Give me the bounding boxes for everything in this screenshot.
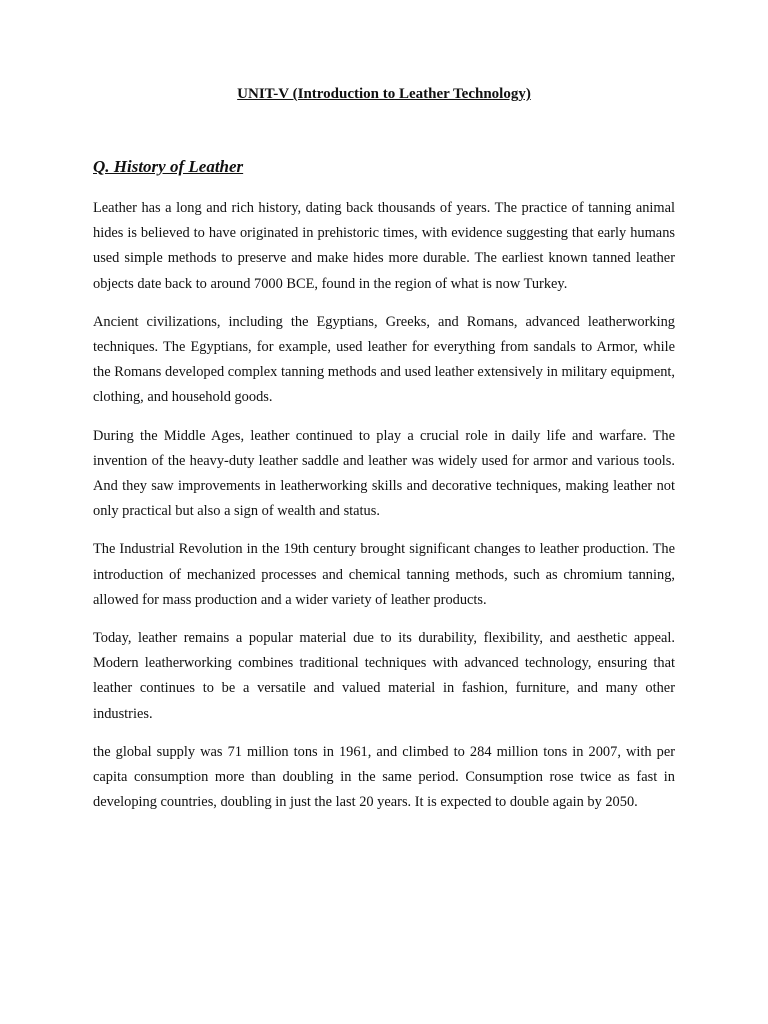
section-heading: Q. History of Leather <box>93 157 244 176</box>
unit-title: UNIT-V (Introduction to Leather Technology) <box>237 86 531 102</box>
paragraph: Leather has a long and rich history, dating back thousands of years. The practice of tanning animal hides is believed to have originated in prehistoric times, with evidence suggesting that early humans used simple methods to preserve and make hides more durable. The earliest known tanned leather objects date back to around 7000 BCE, found in the region of what is now Turkey. <box>93 200 675 292</box>
paragraph: During the Middle Ages, leather continued to play a crucial role in daily life and warfare. The invention of the heavy-duty leather saddle and leather was widely used for armor and various tools. And they saw improvements in leatherworking skills and decorative techniques, making leather not only practical but also a sign of wealth and status. <box>93 427 675 520</box>
paragraph: Ancient civilizations, including the Egyptians, Greeks, and Romans, advanced leatherworking techniques. The Egyptians, for example, used leather for everything from sandals to Armor, while the Romans developed complex tanning methods and used leather extensively in military equipment, clothing, and household goods. <box>93 313 675 406</box>
paragraph: the global supply was 71 million tons in 1961, and climbed to 284 million tons in 2007, with per capita consumption more than doubling in the same period. Consumption rose twice as fast in developing countries, doubling in just the last 20 years. It is expected to double again by 2050. <box>93 743 675 811</box>
paragraph: Today, leather remains a popular material due to its durability, flexibility, and aesthetic appeal. Modern leatherworking combines traditional techniques with advanced technology, ensuring that leather continues to be a versatile and valued material in fashion, furniture, and many other industries. <box>93 630 675 722</box>
paragraph: The Industrial Revolution in the 19th century brought significant changes to leather production. The introduction of mechanized processes and chemical tanning methods, such as chromium tanning, allowed for mass production and a wider variety of leather products. <box>93 541 675 608</box>
body-text <box>93 196 675 828</box>
